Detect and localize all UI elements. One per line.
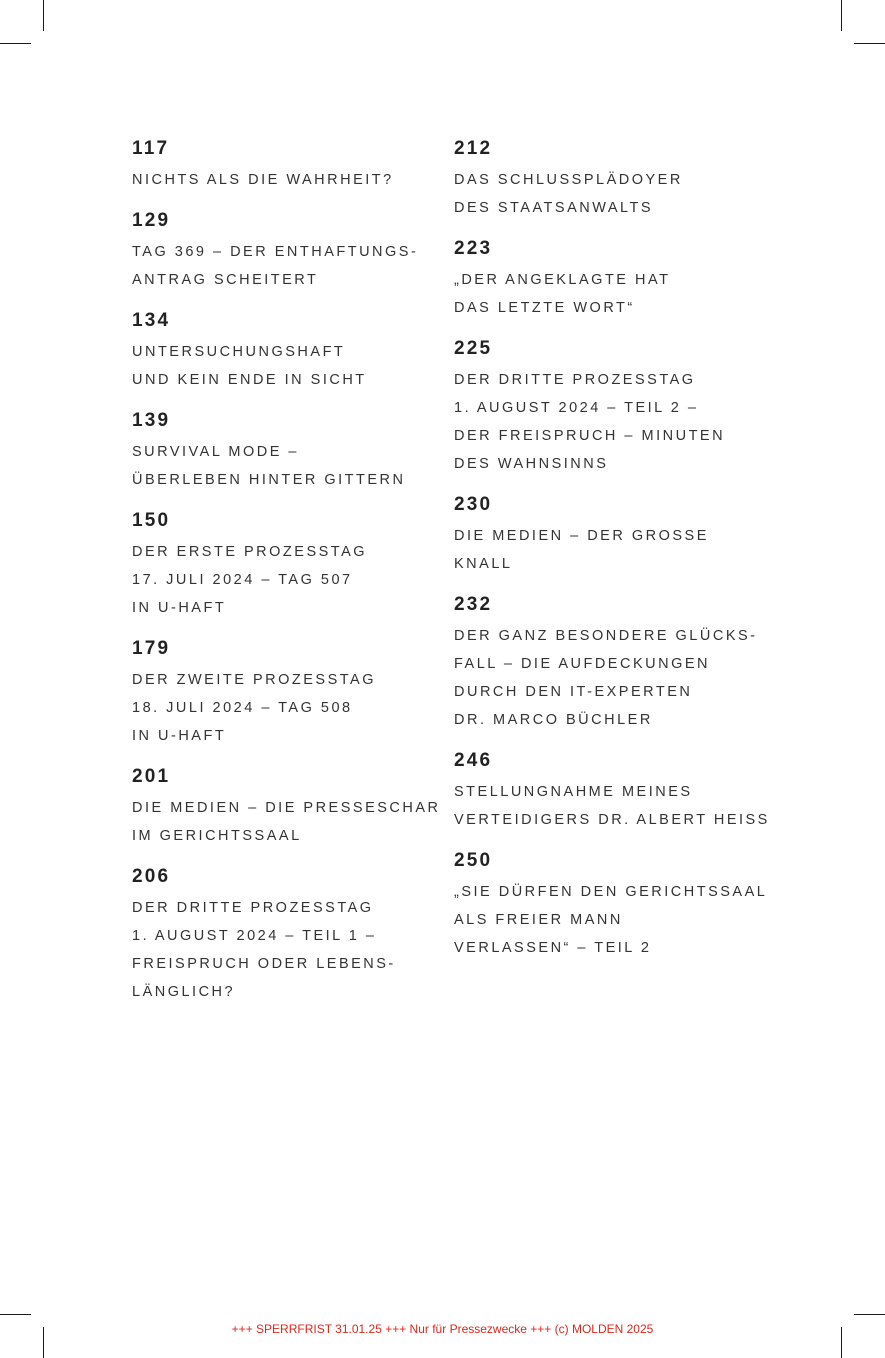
toc-title-line: DER ZWEITE PROZESSTAG	[132, 672, 376, 688]
toc-column-left	[132, 138, 441, 1022]
toc-title-line: DAS SCHLUSSPLÄDOYER	[454, 172, 683, 188]
toc-page-number: 246	[454, 750, 493, 771]
toc-title-line: KNALL	[454, 556, 513, 572]
toc-page-number: 225	[454, 338, 493, 359]
crop-mark-bottom-left-horizontal	[0, 1314, 31, 1315]
toc-title-line: IN U-HAFT	[132, 600, 227, 616]
toc-entry	[132, 866, 432, 1006]
toc-title-line: VERTEIDIGERS DR. ALBERT HEISS	[454, 812, 770, 828]
toc-title-line: FALL – DIE AUFDECKUNGEN	[454, 656, 710, 672]
crop-mark-bottom-right-horizontal	[854, 1314, 885, 1315]
toc-page-number: 223	[454, 238, 493, 259]
toc-page-number: 250	[454, 850, 493, 871]
toc-title-line: DIE MEDIEN – DIE PRESSESCHAR	[132, 800, 441, 816]
toc-title-line: „SIE DÜRFEN DEN GERICHTSSAAL	[454, 884, 768, 900]
toc-page-number: 232	[454, 594, 493, 615]
toc-page-number: 212	[454, 138, 493, 159]
toc-page-number: 201	[132, 766, 171, 787]
toc-title-line: UND KEIN ENDE IN SICHT	[132, 372, 367, 388]
toc-title-line: 18. JULI 2024 – TAG 508	[132, 700, 353, 716]
toc-entry	[454, 138, 774, 222]
toc-entry	[132, 766, 441, 850]
crop-mark-top-right-vertical	[841, 0, 842, 31]
toc-title-line: 17. JULI 2024 – TAG 507	[132, 572, 353, 588]
toc-page-number: 117	[132, 138, 170, 159]
toc-entry	[132, 210, 432, 294]
crop-mark-top-left-vertical	[43, 0, 44, 31]
toc-title-line: LÄNGLICH?	[132, 984, 236, 1000]
toc-title-line: ALS FREIER MANN	[454, 912, 623, 928]
toc-entry	[132, 138, 432, 194]
toc-title-line: FREISPRUCH ODER LEBENS-	[132, 956, 396, 972]
toc-title-line: DAS LETZTE WORT“	[454, 300, 635, 316]
toc-title-line: DER FREISPRUCH – MINUTEN	[454, 428, 726, 444]
toc-page-number: 230	[454, 494, 493, 515]
toc-title-line: DER GANZ BESONDERE GLÜCKS-	[454, 628, 758, 644]
toc-title-line: NICHTS ALS DIE WAHRHEIT?	[132, 172, 394, 188]
toc-title-line: IN U-HAFT	[132, 728, 227, 744]
toc-title-line: STELLUNGNAHME MEINES	[454, 784, 693, 800]
toc-title-line: DIE MEDIEN – DER GROSSE	[454, 528, 709, 544]
toc-title-line: DER DRITTE PROZESSTAG	[454, 372, 696, 388]
embargo-notice: +++ SPERRFRIST 31.01.25 +++ Nur für Pressezwecke +++ (c) MOLDEN 2025	[231, 1322, 654, 1336]
toc-title-line: DURCH DEN IT-EXPERTEN	[454, 684, 693, 700]
toc-entry	[132, 638, 432, 750]
toc-title-line: DER DRITTE PROZESSTAG	[132, 900, 374, 916]
toc-entry	[454, 594, 774, 734]
toc-title-line: DER ERSTE PROZESSTAG	[132, 544, 368, 560]
toc-page-number: 179	[132, 638, 171, 659]
toc-entry	[454, 850, 774, 962]
toc-entry	[454, 750, 774, 834]
toc-title-line: 1. AUGUST 2024 – TEIL 1 –	[132, 928, 377, 944]
toc-title-line: SURVIVAL MODE –	[132, 444, 299, 460]
toc-title-line: „DER ANGEKLAGTE HAT	[454, 272, 671, 288]
toc-page-number: 150	[132, 510, 171, 531]
toc-title-line: DES WAHNSINNS	[454, 456, 609, 472]
toc-entry	[132, 510, 432, 622]
toc-title-line: ANTRAG SCHEITERT	[132, 272, 319, 288]
toc-entry	[132, 410, 432, 494]
toc-entry	[132, 310, 432, 394]
crop-mark-top-left-horizontal	[0, 43, 31, 44]
toc-page-number: 139	[132, 410, 171, 431]
crop-mark-top-right-horizontal	[854, 43, 885, 44]
toc-title-line: TAG 369 – DER ENTHAFTUNGS-	[132, 244, 419, 260]
toc-title-line: IM GERICHTSSAAL	[132, 828, 302, 844]
toc-title-line: 1. AUGUST 2024 – TEIL 2 –	[454, 400, 699, 416]
toc-title-line: DES STAATSANWALTS	[454, 200, 654, 216]
toc-entry	[454, 494, 774, 578]
toc-entry	[454, 338, 774, 478]
toc-entry	[454, 238, 774, 322]
toc-title-line: VERLASSEN“ – TEIL 2	[454, 940, 652, 956]
toc-page-number: 129	[132, 210, 171, 231]
toc-page-number: 206	[132, 866, 171, 887]
toc-title-line: DR. MARCO BÜCHLER	[454, 712, 653, 728]
toc-title-line: ÜBERLEBEN HINTER GITTERN	[132, 472, 406, 488]
toc-column-right	[454, 138, 774, 978]
toc-title-line: UNTERSUCHUNGSHAFT	[132, 344, 346, 360]
toc-page-number: 134	[132, 310, 171, 331]
